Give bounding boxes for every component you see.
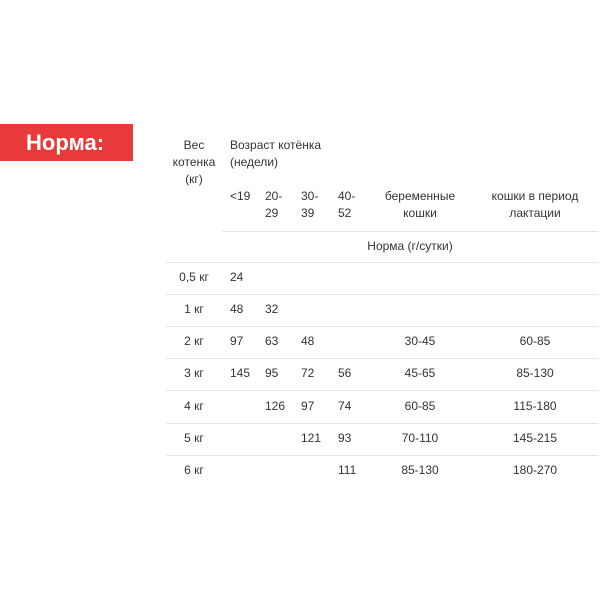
row-weight: 1 кг	[184, 302, 204, 316]
table-cell: 48	[230, 302, 244, 316]
table-cell: 126	[265, 399, 286, 413]
table-cell: 30-45	[404, 334, 436, 348]
row-divider	[166, 423, 598, 424]
pregnant-header-line-2: кошки	[403, 206, 437, 220]
table-cell: 60-85	[519, 334, 551, 348]
table-cell: 24	[230, 270, 244, 284]
row-weight: 6 кг	[184, 463, 204, 477]
table-cell: 97	[301, 399, 315, 413]
row-divider	[166, 262, 598, 263]
weight-header-line-2: котенка	[172, 155, 216, 169]
row-divider	[166, 390, 598, 391]
header-divider	[222, 231, 598, 232]
table-cell: 63	[265, 334, 279, 348]
weight-header-line-3: (кг)	[185, 172, 203, 186]
norma-badge: Норма:	[0, 124, 133, 161]
table-cell: 145	[230, 366, 251, 380]
age-header-line-2: (недели)	[230, 155, 279, 169]
table-cell: 74	[338, 399, 352, 413]
row-divider	[166, 294, 598, 295]
age-col-lt19: <19	[230, 189, 251, 203]
table-cell: 85-130	[401, 463, 439, 477]
age-header-line-1: Возраст котёнка	[230, 138, 322, 152]
table-cell: 85-130	[516, 366, 554, 380]
table-cell: 72	[301, 366, 315, 380]
row-weight: 2 кг	[184, 334, 204, 348]
row-divider	[166, 358, 598, 359]
norm-header: Норма (г/сутки)	[367, 239, 453, 253]
table-cell: 145-215	[512, 431, 558, 445]
row-weight: 0,5 кг	[179, 270, 209, 284]
table-cell: 121	[301, 431, 322, 445]
table-cell: 93	[338, 431, 352, 445]
age-col-40-52-line-2: 52	[338, 206, 352, 220]
weight-header-line-1: Вес	[183, 138, 205, 152]
lactation-header-line-1: кошки в период	[491, 189, 579, 203]
table-cell: 115-180	[513, 399, 557, 413]
lactation-header-line-2: лактации	[509, 206, 561, 220]
table-cell: 95	[265, 366, 279, 380]
age-col-20-29-line-1: 20-	[265, 189, 283, 203]
table-cell: 60-85	[404, 399, 436, 413]
table-cell: 70-110	[401, 431, 439, 445]
row-divider	[166, 455, 598, 456]
table-cell: 45-65	[404, 366, 436, 380]
table-cell: 180-270	[512, 463, 558, 477]
table-cell: 111	[338, 463, 357, 477]
row-divider	[166, 326, 598, 327]
row-weight: 3 кг	[184, 366, 204, 380]
row-weight: 4 кг	[184, 399, 204, 413]
age-col-30-39-line-2: 39	[301, 206, 315, 220]
age-col-30-39-line-1: 30-	[301, 189, 319, 203]
table-cell: 97	[230, 334, 244, 348]
row-weight: 5 кг	[184, 431, 204, 445]
age-col-20-29-line-2: 29	[265, 206, 279, 220]
age-col-40-52-line-1: 40-	[338, 189, 356, 203]
table-cell: 48	[301, 334, 315, 348]
table-cell: 56	[338, 366, 352, 380]
pregnant-header-line-1: беременные	[384, 189, 456, 203]
table-cell: 32	[265, 302, 279, 316]
